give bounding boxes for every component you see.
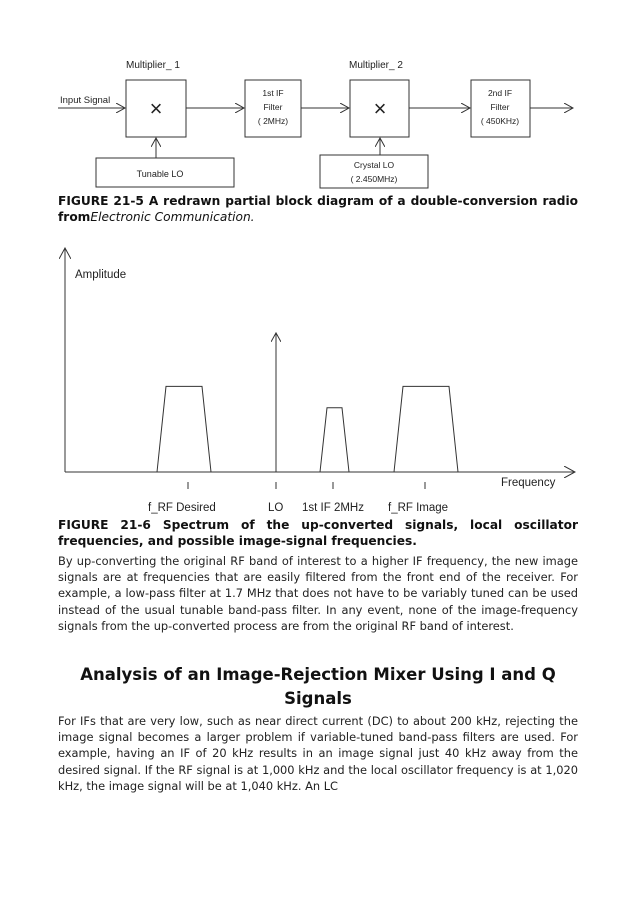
spectrum-band-f-rf-image — [394, 386, 458, 472]
tick-label-f-rf-image: f_RF Image — [388, 502, 449, 514]
figure-21-6-caption: FIGURE 21-6 Spectrum of the up-converted signals, local oscillator frequencies, and possible image-signal frequencies. — [58, 518, 578, 548]
tunable-lo-label: Tunable LO — [136, 169, 184, 179]
spectrum-chart — [0, 240, 637, 520]
if1-line-1: 1st IF — [262, 88, 284, 98]
if2-line-1: 2nd IF — [487, 88, 513, 98]
input-signal-label: Input Signal — [60, 95, 111, 106]
if2-line-3: ( 450KHz) — [480, 116, 520, 126]
section-heading: Analysis of an Image-Rejection Mixer Using I and Q Signals — [80, 665, 556, 708]
multiplier2-label: Multiplier_ 2 — [349, 60, 403, 71]
paragraph-2: For IFs that are very low, such as near direct current (DC) to about 200 kHz, rejecting the image signal becomes a larger problem if variable-tuned band-pass filters are used. For example, having an IF of 20 kHz results in an image signal just 40 kHz away from the desired signal. If the RF signal is at 1,000 kHz and the local oscillator frequency is at 1,020 kHz, the image signal will be at 1,040 kHz. An LC — [58, 714, 578, 793]
y-axis-label: Amplitude — [75, 269, 127, 281]
multiplier1-label: Multiplier_ 1 — [126, 60, 180, 71]
x-axis-label: Frequency — [501, 477, 556, 489]
mixer1-symbol: × — [149, 96, 163, 121]
tick-label-lo: LO — [268, 502, 284, 514]
crystal-lo-line-2: ( 2.450MHz) — [350, 174, 398, 184]
tick-label-1st-if: 1st IF 2MHz — [302, 502, 364, 514]
figure-21-5-label: FIGURE 21-5 A redrawn partial block diagram of a double-conversion radio from — [58, 194, 578, 224]
figure-21-5-caption — [58, 193, 578, 225]
spectrum-band-f-rf-desired — [157, 386, 211, 472]
mixer2-symbol: × — [373, 96, 387, 121]
if1-line-3: ( 2MHz) — [257, 116, 289, 126]
figure-21-5-source: Electronic Communication. — [90, 210, 255, 224]
if2-line-2: Filter — [490, 102, 510, 112]
spectrum-band-1st-if — [320, 408, 349, 472]
crystal-lo-line-1: Crystal LO — [353, 160, 395, 170]
if1-line-2: Filter — [263, 102, 283, 112]
paragraph-1: By up-converting the original RF band of interest to a higher IF frequency, the new image signals are at frequencies that are easily filtered from the front end of the receiver. For example, a low-pass filter at 1.7 MHz that does not have to be variably tuned can be used instead of the usual tunable band-pass filter. In any event, none of the image-frequency signals from the up-converted process are from the original RF band of interest. — [58, 554, 578, 633]
tick-label-f-rf-desired: f_RF Desired — [148, 502, 216, 514]
block-diagram — [0, 0, 637, 195]
